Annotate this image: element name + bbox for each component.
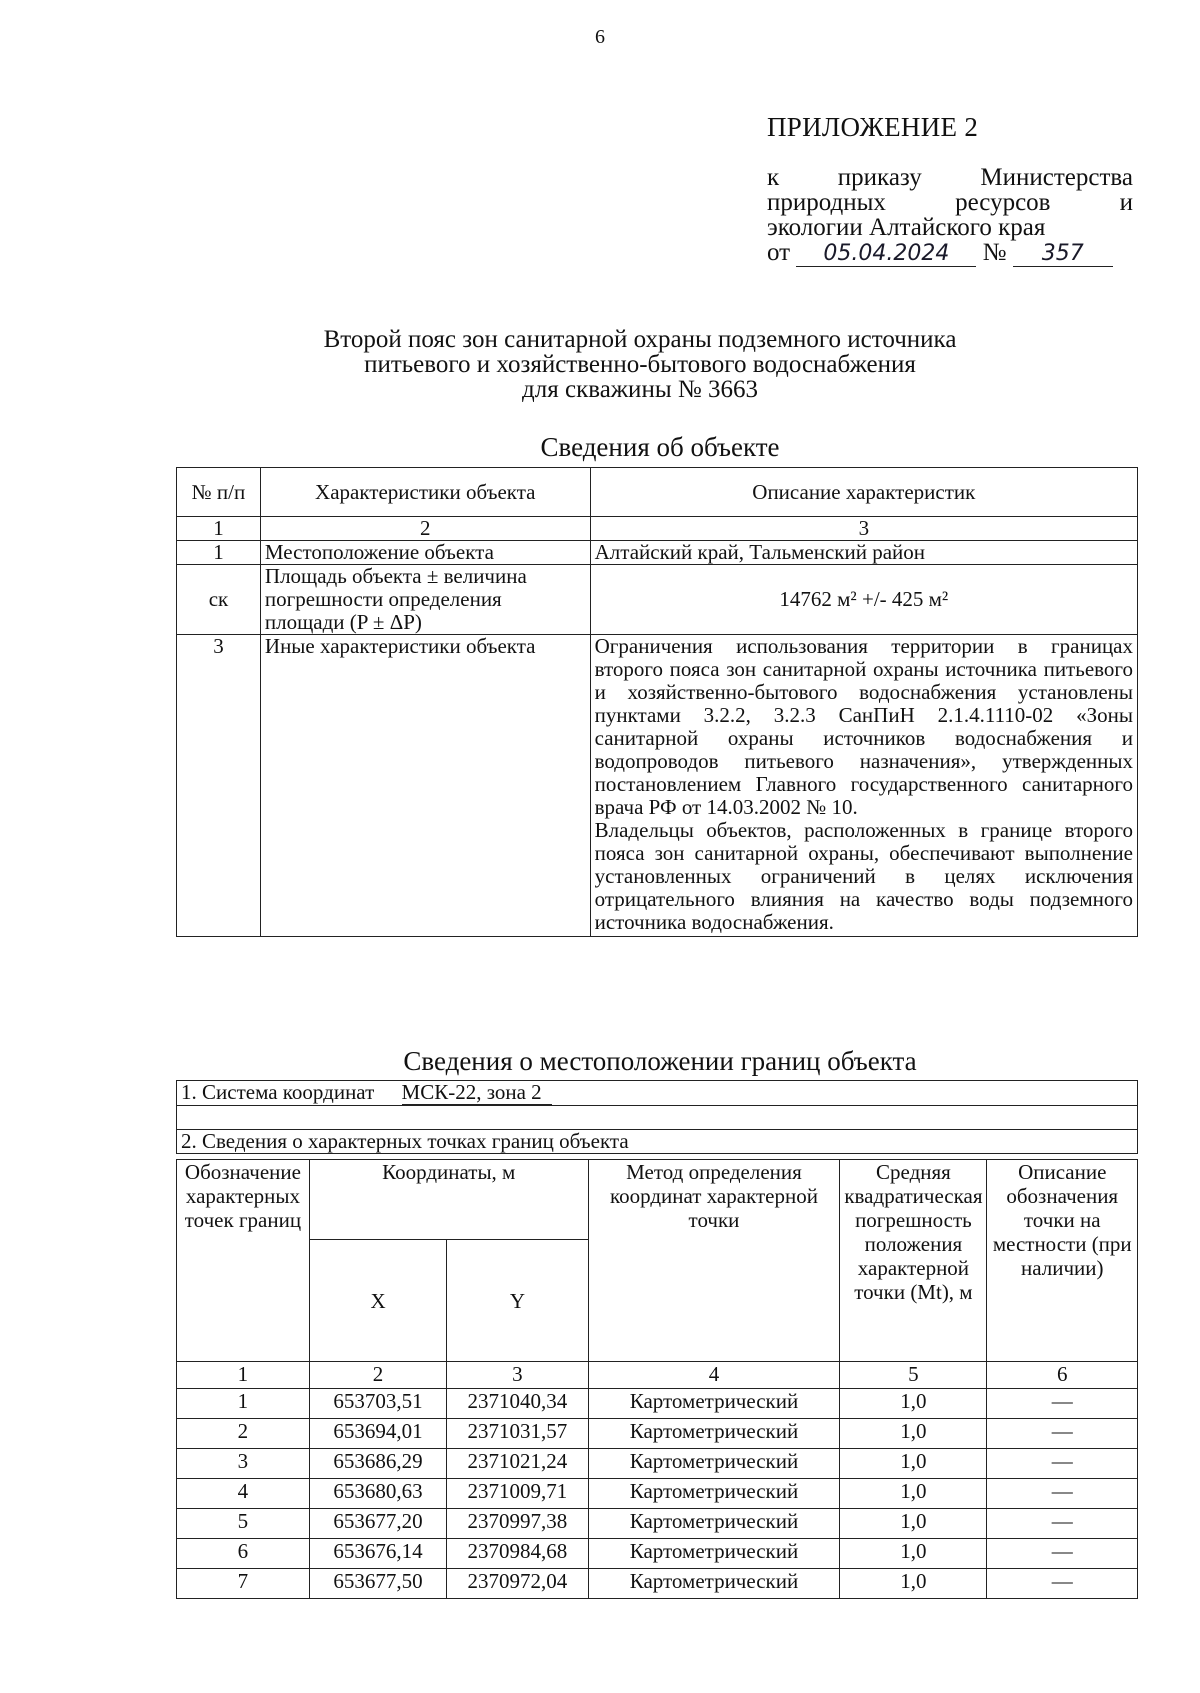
point-description: —: [987, 1419, 1138, 1449]
point-error: 1,0: [840, 1539, 987, 1569]
points-label-row: [177, 1130, 1138, 1154]
table-row: [177, 1569, 1138, 1599]
row-description: Алтайский край, Тальменский район: [590, 541, 1137, 565]
header-method: Метод определения координат характерной точки: [588, 1160, 840, 1362]
object-info-title: Сведения об объекте: [540, 432, 780, 462]
header-characteristics: Характеристики объекта: [260, 468, 590, 517]
page-number: 6: [595, 26, 605, 48]
coordinate-system-cell: [177, 1081, 1138, 1106]
document-title: [250, 327, 1030, 402]
order-number-handwritten: 357: [1013, 241, 1113, 267]
order-line-2: природных ресурсов и: [767, 189, 1133, 216]
points-header-row: [177, 1160, 1138, 1240]
row-description: [590, 635, 1137, 937]
coordinate-system-row: [177, 1081, 1138, 1106]
order-number-label: №: [982, 239, 1007, 266]
table-row: [177, 1539, 1138, 1569]
col-number: 3: [447, 1362, 588, 1389]
col-number: 3: [590, 517, 1137, 541]
table-header-row: [177, 468, 1138, 517]
point-id: 1: [177, 1389, 310, 1419]
row-number: 3: [177, 635, 261, 937]
table-row: [177, 1509, 1138, 1539]
point-error: 1,0: [840, 1509, 987, 1539]
point-x: 653676,14: [309, 1539, 446, 1569]
point-id: 7: [177, 1569, 310, 1599]
point-method: Картометрический: [588, 1479, 840, 1509]
point-method: Картометрический: [588, 1569, 840, 1599]
point-y: 2371040,34: [447, 1389, 588, 1419]
point-y: 2371031,57: [447, 1419, 588, 1449]
point-id: 2: [177, 1419, 310, 1449]
point-description: —: [987, 1449, 1138, 1479]
point-method: Картометрический: [588, 1419, 840, 1449]
object-info-table: [176, 467, 1138, 937]
point-method: Картометрический: [588, 1509, 840, 1539]
point-x: 653703,51: [309, 1389, 446, 1419]
coordinate-system-table: [176, 1080, 1138, 1154]
row-characteristic: Иные характеристики объекта: [260, 635, 590, 937]
col-number: 1: [177, 1362, 310, 1389]
point-y: 2370997,38: [447, 1509, 588, 1539]
row-number: ск: [177, 565, 261, 635]
row-number: 1: [177, 541, 261, 565]
point-error: 1,0: [840, 1569, 987, 1599]
title-line-1: Второй пояс зон санитарной охраны подземного источника: [323, 326, 957, 353]
coordinate-system-value: МСК-22, зона 2: [402, 1081, 552, 1105]
header-designation: Обозначение характерных точек границ: [177, 1160, 310, 1362]
col-number: 6: [987, 1362, 1138, 1389]
points-label: 2. Сведения о характерных точках границ объекта: [177, 1130, 1138, 1154]
point-y: 2370972,04: [447, 1569, 588, 1599]
order-line-1: к приказу Министерства: [767, 164, 1133, 191]
col-number: 1: [177, 517, 261, 541]
order-reference: [767, 165, 1133, 267]
point-error: 1,0: [840, 1419, 987, 1449]
description-paragraph-1: Ограничения использования территории в границах второго пояса зон санитарной охраны источника питьевого и хозяйственно-бытового водоснабжения установлены пунктами 3.2.2, 3.2.3 СанПиН 2.1.4.1110-02 «Зоны санитарной охраны источников водоснабжения и водопроводов питьевого назначения», утвержденных постановлением Главного государственного санитарного врача РФ от 14.03.2002 № 10.: [594, 634, 1133, 819]
col-number: 2: [260, 517, 590, 541]
point-id: 6: [177, 1539, 310, 1569]
row-description: 14762 м² +/- 425 м²: [590, 565, 1137, 635]
empty-cell: [177, 1106, 1138, 1130]
point-id: 3: [177, 1449, 310, 1479]
table-row: [177, 565, 1138, 635]
point-error: 1,0: [840, 1449, 987, 1479]
spacer-row: [177, 1106, 1138, 1130]
table-row: [177, 541, 1138, 565]
point-id: 5: [177, 1509, 310, 1539]
table-row: [177, 1449, 1138, 1479]
header-coordinates: Координаты, м: [309, 1160, 588, 1240]
order-date-line: [767, 240, 1133, 267]
header-point-description: Описание обозначения точки на местности (при наличии): [987, 1160, 1138, 1362]
header-description: Описание характеристик: [590, 468, 1137, 517]
title-line-3: для скважины № 3663: [522, 376, 758, 403]
column-number-row: [177, 517, 1138, 541]
col-number: 2: [309, 1362, 446, 1389]
point-description: —: [987, 1539, 1138, 1569]
point-error: 1,0: [840, 1389, 987, 1419]
point-description: —: [987, 1509, 1138, 1539]
header-y: Y: [447, 1240, 588, 1362]
point-description: —: [987, 1389, 1138, 1419]
column-number-row: [177, 1362, 1138, 1389]
point-y: 2370984,68: [447, 1539, 588, 1569]
table-row: [177, 1419, 1138, 1449]
order-line-3: экологии Алтайского края: [767, 214, 1046, 241]
appendix-title: ПРИЛОЖЕНИЕ 2: [767, 112, 979, 142]
coordinate-system-label: 1. Система координат: [181, 1080, 375, 1104]
boundary-title: Сведения о местоположении границ объекта: [403, 1046, 917, 1076]
point-description: —: [987, 1569, 1138, 1599]
point-x: 653677,20: [309, 1509, 446, 1539]
header-number: № п/п: [177, 468, 261, 517]
point-x: 653694,01: [309, 1419, 446, 1449]
order-date-handwritten: 05.04.2024: [796, 241, 976, 267]
col-number: 5: [840, 1362, 987, 1389]
point-method: Картометрический: [588, 1449, 840, 1479]
point-x: 653680,63: [309, 1479, 446, 1509]
boundary-points-table: [176, 1159, 1138, 1599]
row-characteristic: Площадь объекта ± величина погрешности определения площади (P ± ΔP): [260, 565, 590, 635]
header-error: Средняя квадратическая погрешность положения характерной точки (Mt), м: [840, 1160, 987, 1362]
point-y: 2371021,24: [447, 1449, 588, 1479]
point-y: 2371009,71: [447, 1479, 588, 1509]
point-method: Картометрический: [588, 1389, 840, 1419]
point-id: 4: [177, 1479, 310, 1509]
point-error: 1,0: [840, 1479, 987, 1509]
point-description: —: [987, 1479, 1138, 1509]
col-number: 4: [588, 1362, 840, 1389]
point-x: 653686,29: [309, 1449, 446, 1479]
description-paragraph-2: Владельцы объектов, расположенных в границе второго пояса зон санитарной охраны, обеспечивают выполнение установленных ограничений в целях исключения отрицательного влияния на качество воды подземного источника водоснабжения.: [594, 818, 1133, 934]
point-method: Картометрический: [588, 1539, 840, 1569]
title-line-2: питьевого и хозяйственно-бытового водоснабжения: [364, 351, 916, 378]
table-row: [177, 1479, 1138, 1509]
point-x: 653677,50: [309, 1569, 446, 1599]
row-characteristic: Местоположение объекта: [260, 541, 590, 565]
table-row: [177, 1389, 1138, 1419]
header-x: X: [309, 1240, 446, 1362]
table-row: [177, 635, 1138, 937]
order-from-label: от: [767, 239, 791, 266]
